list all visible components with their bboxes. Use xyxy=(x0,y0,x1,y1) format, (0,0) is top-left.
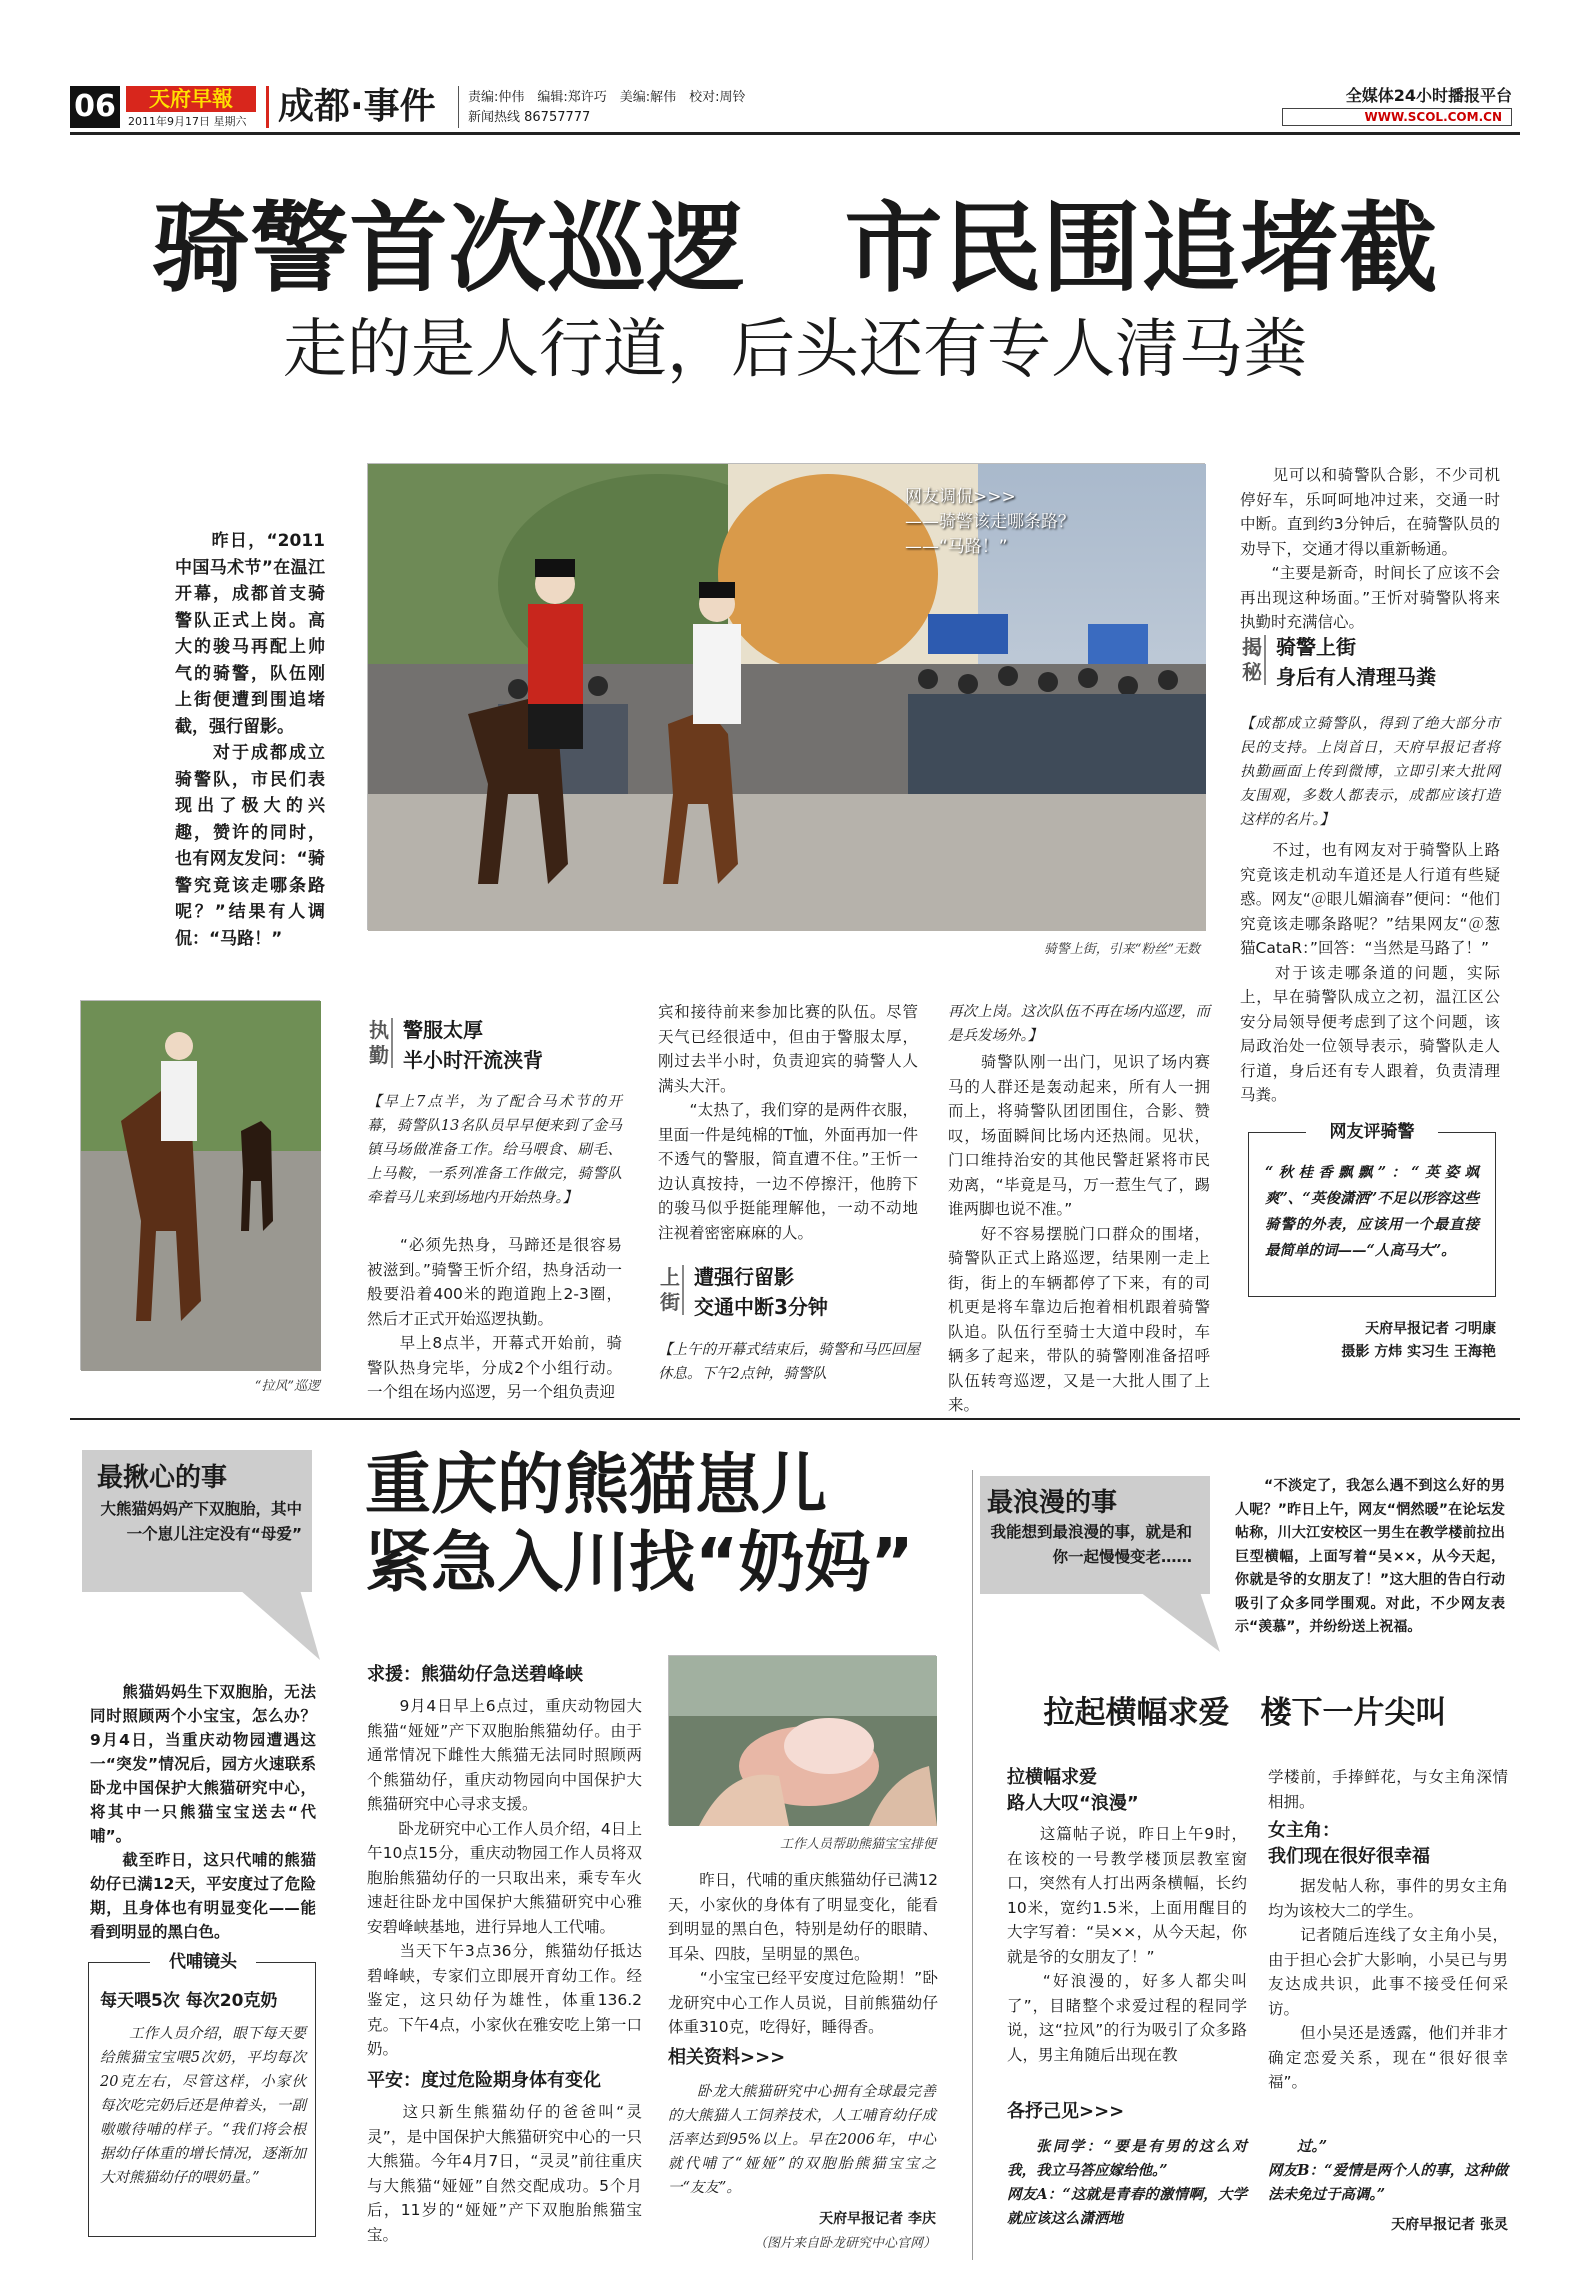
story2-photo-credit: （图片来自卧龙研究中心官网） xyxy=(753,2236,936,2251)
romance-bubble-tail xyxy=(1140,1592,1220,1652)
story2-col-1b: 这只新生熊猫幼仔的爸爸叫“灵灵”，是中国保护大熊猫研究中心的一只大熊猫。今年4月7日，“灵灵”前往重庆与大熊猫“娅娅”自然交配成功。5个月后，11岁的“娅娅”产下双胞胎熊猫宝宝。 xyxy=(367,2103,642,2244)
reveal-subhead xyxy=(1240,632,1500,692)
website-url: WWW.SCOL.COM.CN xyxy=(1364,110,1502,124)
story1-subheadline: 走的是人行道，后头还有专人清马粪 xyxy=(283,313,1307,387)
header-divider xyxy=(266,86,269,128)
small-photo-caption: “拉风”巡逻 xyxy=(254,1379,320,1394)
header-rule xyxy=(70,132,1520,135)
patrol-photo-small xyxy=(80,1000,320,1370)
story2-col-1: 9月4日早上6点过，重庆动物园大熊猫“娅娅”产下双胞胎熊猫幼仔。由于通常情况下雌性大熊猫无法同时照顾两个熊猫幼仔，重庆动物园向中国保护大熊猫研究中心寻求支援。 卧龙研究中心工作人员介绍，4日上午10点15分，重庆动物园工作人员将双胞胎熊猫幼仔的一只取出来，乘专车火速赶往卧龙中国保护大熊猫研究中心雅安碧峰峡基地，进行异地人工代哺。 当天下午3点36分，熊猫幼仔抵达碧峰峡，专家们立即展开育幼工作。经鉴定，这只幼仔为雄性，体重136.2克。下午4点，小家伙在雅安吃上第一口奶。 xyxy=(367,1697,642,2058)
related-title: 相关资料>>> xyxy=(668,2047,786,2068)
story3-intro: “不淡定了，我怎么遇不到这么好的男人呢？”昨日上午，网友“惘然暖”在论坛发帖称，川大江安校区一男生在教学楼前拉出巨型横幅，上面写着“吴××，从今天起，你就是爷的女朋友了！”这大胆的告白行动吸引了众多同学围观。对此，不少网友表示“羡慕”，并纷纷送上祝福。 xyxy=(1235,1478,1505,1635)
column-divider xyxy=(972,1470,973,2260)
hotline: 新闻热线 86757777 xyxy=(468,110,591,125)
poll-title: 网友调侃>>> xyxy=(905,487,1016,507)
section-title: 成都·事件 xyxy=(278,86,436,127)
patrol-photo xyxy=(81,1001,321,1371)
netizen-poll xyxy=(905,485,1165,560)
main-photo-caption: 骑警上街，引来“粉丝”无数 xyxy=(1043,942,1200,957)
panda-photo xyxy=(668,1655,936,1825)
street-title-2: 交通中断3分钟 xyxy=(694,1295,828,1319)
duty-title-2: 半小时汗流浃背 xyxy=(403,1048,543,1072)
story1-col-c-intro: 再次上岗。这次队伍不再在场内巡逻，而是兵发场外。】 xyxy=(948,1004,1210,1044)
panda-cub-photo xyxy=(669,1656,937,1826)
poll-answer: ——“马路！” xyxy=(905,537,1008,557)
page-number: 06 xyxy=(70,86,120,128)
street-intro: 【上午的开幕式结束后，骑警和马匹回屋休息。下午2点钟，骑警队 xyxy=(658,1342,920,1382)
street-tag-1: 上 xyxy=(658,1265,684,1290)
story1-byline-1: 天府早报记者 刁明康 xyxy=(1365,1321,1496,1337)
story2-headline-2: 紧急入川找“奶妈” xyxy=(365,1524,914,1601)
brand-logo: 天府早報 xyxy=(126,86,256,112)
story3-headline: 拉起横幅求爱 楼下一片尖叫 xyxy=(1043,1695,1447,1731)
duty-tag-1: 执 xyxy=(367,1018,393,1043)
story1-right-mid: 不过，也有网友对于骑警队上路究竟该走机动车道还是人行道有些疑惑。网友“＠眼儿媚滴春”便问：“他们究竟该走哪条路呢？”结果网友“＠葱猫CataR：”回答：“当然是马路了！” 对于该走哪条道的问题，实际上，早在骑警队成立之初，温江区公安分局领导便考虑到了这个问题，该局政治处一位领导表示，骑警队走人行道，身后还有专人跟着，负责清理马粪。 xyxy=(1240,841,1500,1104)
panda-photo-caption: 工作人员帮助熊猫宝宝排便 xyxy=(779,1837,936,1852)
feeding-box-title: 代哺镜头 xyxy=(150,1950,256,1974)
story1-headline: 骑警首次巡逻 市民围追堵截 xyxy=(151,192,1439,306)
story1-col-a: “必须先热身，马蹄还是很容易被滋到。”骑警王忻介绍，热身活动一般要沿着400米的跑道跑上2-3圈，然后才正式开始巡逻执勤。 早上8点半，开幕式开始前，骑警队热身完毕，分成2个小组行动。一个组在场内巡逻，另一个组负责迎 xyxy=(367,1236,622,1401)
duty-tag-2: 勤 xyxy=(367,1043,393,1068)
duty-intro: 【早上7点半，为了配合马术节的开幕，骑警队13名队员早早便来到了金马镇马场做准备工作。给马喂食、刷毛、上马鞍，一系列准备工作做完，骑警队牵着马儿来到场地内开始热身。】 xyxy=(367,1094,622,1206)
page-header xyxy=(70,86,1520,136)
issue-date: 2011年9月17日 星期六 xyxy=(128,115,247,128)
story1-lead: 昨日，“2011中国马术节”在温江开幕，成都首支骑警队正式上岗。高大的骏马再配上帅气的骑警，队伍刚上街便遭到围追堵截，强行留影。 对于成都成立骑警队，市民们表现出了极大的兴趣，赞许的同时，也有网友发问：“骑警究竟该走哪条路呢？”结果有人调侃：“马路！” xyxy=(175,531,325,949)
heroine-subhead-1: 女主角： xyxy=(1268,1820,1340,1841)
street-title-1: 遭强行留影 xyxy=(694,1265,794,1289)
story3-byline: 天府早报记者 张灵 xyxy=(1391,2217,1508,2233)
banner-subhead-2: 路人大叹“浪漫” xyxy=(1007,1793,1139,1814)
related-body: 卧龙大熊猫研究中心拥有全球最完善的大熊猫人工饲养技术，人工哺育幼仔成活率达到95%以上。早在2006年，中心就代哺了“娅娅”的双胞胎熊猫宝宝之一“友友”。 xyxy=(668,2084,936,2196)
safe-section-title: 平安：度过危险期身体有变化 xyxy=(367,2070,601,2091)
rescue-section-title: 求援：熊猫幼仔急送碧峰峡 xyxy=(367,1664,583,1685)
reveal-title-1: 骑警上街 xyxy=(1276,635,1356,659)
worry-bubble-body: 大熊猫妈妈产下双胞胎，其中一个崽儿注定没有“母爱” xyxy=(100,1500,302,1543)
story1-col-c: 骑警队刚一出门，见识了场内赛马的人群还是轰动起来，所有人一拥而上，将骑警队团团围住，合影、赞叹，场面瞬间比场内还热闹。见状，门口维持治安的其他民警赶紧将市民劝离，“毕竟是马，万一惹生气了，踢谁两脚也说不准。” 好不容易摆脱门口群众的围堵，骑警队正式上路巡逻，结果刚一走上街，街上的车辆都停了下来，有的司机更是将车靠边后抱着相机跟着骑警队追。队伍行至骑士大道中段时，车辆多了起来，带队的骑警刚准备招呼队伍转弯巡逻，又是一大批人围了上来。 xyxy=(948,1053,1210,1414)
header-divider-2 xyxy=(458,86,459,128)
reveal-tag-2: 秘 xyxy=(1240,660,1266,685)
story1-byline-2: 摄影 方炜 实习生 王海艳 xyxy=(1341,1344,1496,1360)
story1-col-b: 宾和接待前来参加比赛的队伍。尽管天气已经很适中，但由于警服太厚，刚过去半小时，负责迎宾的骑警人人满头大汗。 “太热了，我们穿的是两件衣服，里面一件是纯棉的T恤，外面再加一件不透气的警服，简直遭不住。”王忻一边认真按持，一边不停擦汗，他胯下的骏马似乎挺能理解他，一动不动地注视着密密麻麻的人。 xyxy=(658,1003,918,1242)
feeding-box-sub: 每天喂5次 每次20克奶 xyxy=(100,1991,278,2011)
story3-col-2a: 学楼前，手捧鲜花，与女主角深情相拥。 xyxy=(1268,1768,1508,1811)
reveal-tag-1: 揭 xyxy=(1240,635,1266,660)
street-subhead xyxy=(658,1262,918,1322)
romance-bubble-body: 我能想到最浪漫的事，就是和你一起慢慢变老…… xyxy=(990,1523,1192,1566)
story3-col-2b: 据发帖人称，事件的男女主角均为该校大二的学生。 记者随后连线了女主角小吴，由于担心会扩大影响，小吴已与男友达成共识，此事不接受任何采访。 但小吴还是透露，他们并非才确定恋爱关系，现在“很好很幸福”。 xyxy=(1268,1877,1508,2091)
story2-headline-1: 重庆的熊猫崽儿 xyxy=(365,1446,827,1523)
heroine-subhead-2: 我们现在很好很幸福 xyxy=(1268,1846,1430,1867)
poll-question: ——骑警该走哪条路？ xyxy=(905,512,1075,532)
story2-byline: 天府早报记者 李庆 xyxy=(819,2211,936,2227)
mid-rule xyxy=(70,1418,1520,1420)
story2-lead: 熊猫妈妈生下双胞胎，无法同时照顾两个小宝宝，怎么办？9月4日，当重庆动物园遭遇这一“突发”情况后，园方火速联系卧龙中国保护大熊猫研究中心，将其中一只熊猫宝宝送去“代哺”。 截至昨日，这只代哺的熊猫幼仔已满12天，平安度过了危险期，且身体也有明显变化——能看到明显的黑白色。 xyxy=(90,1683,316,1941)
duty-title-1: 警服太厚 xyxy=(403,1018,483,1042)
reveal-intro: 【成都成立骑警队，得到了绝大部分市民的支持。上岗首日，天府早报记者将执勤画面上传到微博，立即引来大批网友围观，多数人都表示，成都应该打造这样的名片。】 xyxy=(1240,716,1500,828)
duty-subhead xyxy=(367,1015,627,1075)
banner-subhead-1: 拉横幅求爱 xyxy=(1007,1767,1097,1788)
street-tag-2: 街 xyxy=(658,1290,684,1315)
editors-credit: 责编:仲伟 编辑:郑许巧 美编:解伟 校对:周铃 xyxy=(468,90,746,105)
story1-right-top: 见可以和骑警队合影，不少司机停好车，乐呵呵地冲过来，交通一时中断。直到约3分钟后，在骑警队员的劝导下，交通才得以重新畅通。 “主要是新奇，时间长了应该不会再出现这种场面。”王忻对骑警队将来执勤时充满信心。 xyxy=(1240,466,1500,631)
worry-bubble-tail xyxy=(240,1590,320,1660)
opinions-title: 各抒己见>>> xyxy=(1007,2101,1125,2122)
opinions-col-2: 过。” 网友B：“爱情是两个人的事，这种做法未免过于高调。” xyxy=(1268,2138,1508,2203)
story3-col-1: 这篇帖子说，昨日上午9时，在该校的一号教学楼顶层教室窗口，突然有人打出两条横幅，长约10米，宽约1.5米，上面用醒目的大字写着：“吴××，从今天起，你就是爷的女朋友了！” “好浪漫的，好多人都尖叫了”，目睹整个求爱过程的程同学说，这“拉风”的行为吸引了众多路人，男主角随后出现在教 xyxy=(1007,1825,1247,2064)
feeding-box-body: 工作人员介绍，眼下每天要给熊猫宝宝喂5次奶，平均每次20克左右，尽管这样，小家伙每次吃完奶后还是伸着头，一副嗷嗷待哺的样子。“我们将会根据幼仔体重的增长情况，逐渐加大对熊猫幼仔的喂奶量。” xyxy=(100,2026,306,2186)
story2-col-2: 昨日，代哺的重庆熊猫幼仔已满12天，小家伙的身体有了明显变化，能看到明显的黑白色，特别是幼仔的眼睛、耳朵、四肢，呈明显的黑色。 “小宝宝已经平安度过危险期！”卧龙研究中心工作人员说，目前熊猫幼仔体重310克，吃得好，睡得香。 xyxy=(668,1871,938,2036)
platform-label: 全媒体24小时播报平台 xyxy=(1345,86,1512,105)
romance-bubble-title: 最浪漫的事 xyxy=(987,1488,1118,1518)
opinions-col-1: 张同学：“要是有男的这么对我，我立马答应嫁给他。” 网友A：“这就是青春的激情啊，大学就应该这么潇洒地 xyxy=(1007,2138,1247,2227)
comment-box-title: 网友评骑警 xyxy=(1306,1120,1438,1144)
comment-box-body: “秋桂香飘飘”：“英姿飒爽”、“英俊潇洒”不足以形容这些骑警的外表，应该用一个最直接最简单的词——“人高马大”。 xyxy=(1265,1164,1479,1259)
reveal-title-2: 身后有人清理马粪 xyxy=(1276,665,1436,689)
worry-bubble-title: 最揪心的事 xyxy=(97,1463,228,1493)
